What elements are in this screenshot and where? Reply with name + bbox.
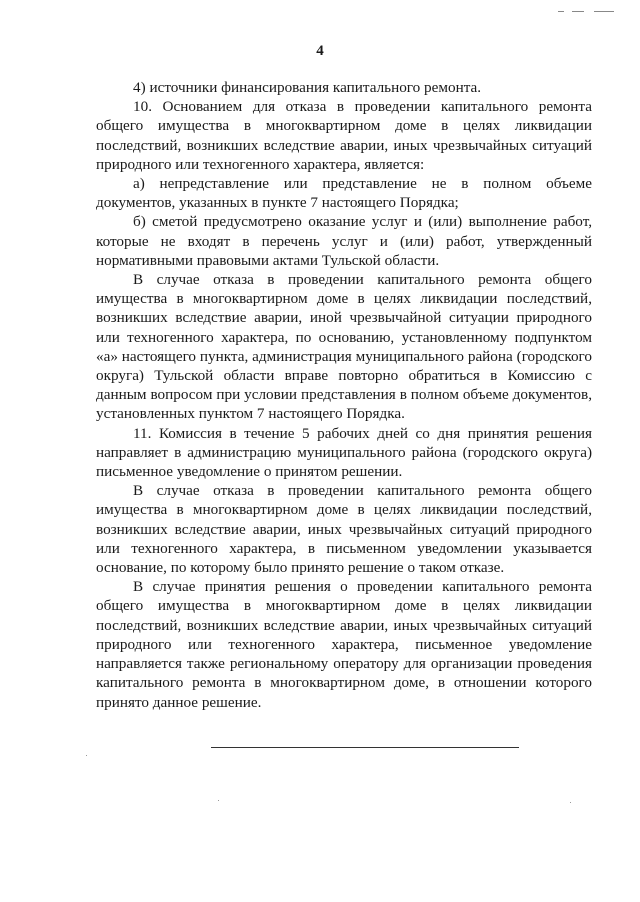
end-separator-line <box>211 747 519 748</box>
page-number: 4 <box>316 43 324 59</box>
scan-speck <box>86 755 87 756</box>
paragraph-subclause-b: б) сметой предусмотрено оказание услуг и (или) выполнение работ, которые не входят в перечень услуг и (или) работ, утвержденный нормативными правовыми актами Тульской области. <box>96 213 592 269</box>
paragraph-refusal-notice: В случае отказа в проведении капитального ремонта общего имущества в многоквартирном доме в целях ликвидации последствий, возникших вследствие аварии, иных чрезвычайных ситуаций природного или техногенного характера, в письменном уведомлении указывается основание, по которому было принято решение о таком отказе. <box>96 482 592 577</box>
paragraph-clause-11: 11. Комиссия в течение 5 рабочих дней со дня принятия решения направляет в администрацию муниципального района (городского округа) письменное уведомление о принятом решении. <box>96 424 592 481</box>
document-body <box>96 78 592 712</box>
paragraph-clause-10: 10. Основанием для отказа в проведении капитального ремонта общего имущества в многоквартирном доме в целях ликвидации последствий, возникших вследствие аварии, иных чрезвычайных ситуаций природного или техногенного характера, является: <box>96 98 592 173</box>
scan-speck <box>570 802 571 803</box>
scan-speck <box>218 800 219 801</box>
paragraph-refusal-repeat: В случае отказа в проведении капитального ремонта общего имущества в многоквартирном доме в целях ликвидации последствий, возникших вследствие аварии, иной чрезвычайной ситуации природного или техногенного характера, по основанию, установленному подпунктом «а» настоящего пункта, администрация муниципального района (городского округа) Тульской области вправе повторно обратиться в Комиссию с данным вопросом при условии представления в полном объеме документов, установленных пунктом 7 настоящего Порядка. <box>96 271 592 423</box>
paragraph-approval-notice: В случае принятия решения о проведении капитального ремонта общего имущества в многоквартирном доме в целях ликвидации последствий, возникших вследствие аварии, иных чрезвычайных ситуаций природного или техногенного характера, письменное уведомление направляется также региональному оператору для организации проведения капитального ремонта в многоквартирном доме, в отношении которого принято данное решение. <box>96 578 592 711</box>
scan-corner-marks <box>558 8 618 14</box>
paragraph-subclause-a: а) непредставление или представление не в полном объеме документов, указанных в пункте 7 настоящего Порядка; <box>96 175 592 212</box>
paragraph-item-4: 4) источники финансирования капитального ремонта. <box>133 79 482 96</box>
